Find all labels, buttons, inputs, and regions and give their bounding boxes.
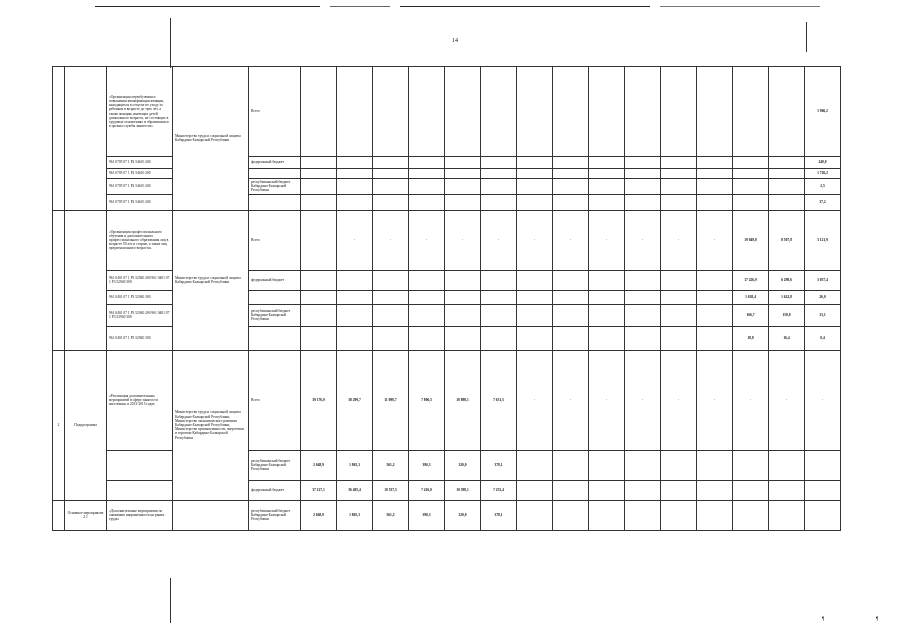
amount-cell: 26,0 (805, 290, 841, 304)
amount-cell (445, 179, 481, 195)
funding-source-cell (249, 169, 301, 179)
amount-cell (553, 480, 589, 500)
amount-cell (661, 157, 697, 169)
funding-source-cell: Всего (249, 350, 301, 450)
amount-cell (517, 169, 553, 179)
table-row (53, 210, 841, 270)
amount-cell: 10 598,1 (445, 480, 481, 500)
amount-cell (301, 326, 337, 350)
amount-cell (409, 157, 445, 169)
amount-cell (553, 450, 589, 480)
amount-cell: 10 537,5 (373, 480, 409, 500)
amount-cell (625, 450, 661, 480)
amount-cell: 2 048,9 (301, 450, 337, 480)
amount-cell (481, 179, 517, 195)
amount-cell (625, 290, 661, 304)
amount-cell (625, 480, 661, 500)
table-row (53, 157, 841, 169)
amount-cell: 10 898,1 (445, 350, 481, 450)
amount-cell (481, 194, 517, 210)
amount-cell (337, 179, 373, 195)
amount-cell (301, 179, 337, 195)
table-row (53, 179, 841, 195)
amount-cell (661, 169, 697, 179)
amount-cell (301, 290, 337, 304)
amount-cell (409, 270, 445, 290)
program-name-cell: «Реализация дополнительных мероприятий в сфере занятости населения» в 2013-2015 годах (107, 350, 173, 450)
amount-cell (301, 169, 337, 179)
amount-cell: 7 416,0 (409, 480, 445, 500)
amount-cell (589, 290, 625, 304)
amount-cell (301, 270, 337, 290)
amount-cell: 18,8 (733, 326, 769, 350)
amount-cell (445, 194, 481, 210)
amount-cell (697, 194, 733, 210)
amount-cell (553, 157, 589, 169)
funding-source-cell (249, 290, 301, 304)
amount-cell: - (373, 210, 409, 270)
amount-cell: 0,4 (805, 326, 841, 350)
funding-source-cell (249, 326, 301, 350)
amount-cell (625, 157, 661, 169)
program-financing-table (52, 66, 841, 531)
amount-cell (769, 194, 805, 210)
amount-cell (301, 304, 337, 326)
amount-cell (697, 304, 733, 326)
amount-cell (301, 157, 337, 169)
executor-cell (173, 500, 249, 530)
amount-cell (409, 290, 445, 304)
amount-cell: 2,5 (805, 179, 841, 195)
funding-source-cell: республиканский бюджет Кабардино-Балкарской Республики (249, 179, 301, 195)
amount-cell: 1 622,8 (769, 290, 805, 304)
amount-cell (517, 450, 553, 480)
amount-cell: 39 176,0 (301, 350, 337, 450)
amount-cell (337, 290, 373, 304)
amount-cell: - (769, 350, 805, 450)
amount-cell (409, 326, 445, 350)
amount-cell (517, 194, 553, 210)
amount-cell: 1 638,4 (733, 290, 769, 304)
amount-cell (625, 500, 661, 530)
top-rule-far (660, 6, 820, 7)
amount-cell (373, 290, 409, 304)
funding-source-cell: республиканский бюджет Кабардино-Балкарской Республики (249, 500, 301, 530)
amount-cell: - (661, 350, 697, 450)
amount-cell (301, 67, 337, 157)
amount-cell (625, 179, 661, 195)
amount-cell: 150,0 (769, 304, 805, 326)
amount-cell: 390,3 (409, 450, 445, 480)
amount-cell (805, 480, 841, 500)
amount-cell (661, 179, 697, 195)
amount-cell (553, 194, 589, 210)
amount-cell: 38 299,7 (337, 350, 373, 450)
amount-cell (589, 326, 625, 350)
program-type-cell: Основное мероприятие 2.1 (65, 500, 107, 530)
amount-cell: 561,2 (373, 450, 409, 480)
amount-cell (769, 450, 805, 480)
budget-code-cell: 961 0401 07 1 P3 52940 200 961 0401 07 1 P3 52940 300 (107, 304, 173, 326)
amount-cell: - (625, 210, 661, 270)
amount-cell (697, 169, 733, 179)
amount-cell (625, 270, 661, 290)
amount-cell: - (661, 210, 697, 270)
amount-cell (373, 169, 409, 179)
amount-cell (553, 304, 589, 326)
amount-cell (589, 500, 625, 530)
amount-cell (373, 194, 409, 210)
amount-cell (481, 67, 517, 157)
amount-cell: - (517, 210, 553, 270)
amount-cell (553, 290, 589, 304)
funding-source-cell: Всего (249, 67, 301, 157)
amount-cell (697, 450, 733, 480)
funding-source-cell: федеральный бюджет (249, 480, 301, 500)
table-row (53, 290, 841, 304)
amount-cell: 7 631,5 (481, 350, 517, 450)
amount-cell (337, 194, 373, 210)
amount-cell (553, 169, 589, 179)
amount-cell (373, 326, 409, 350)
amount-cell (481, 270, 517, 290)
executor-cell: Министерство труда и социальной защиты Кабардино-Балкарской Республики (173, 210, 249, 350)
amount-cell: 8 507,8 (769, 210, 805, 270)
amount-cell: 320,0 (445, 450, 481, 480)
budget-code-cell: 961 0705 07 1 P2 54610 200 (107, 179, 173, 195)
amount-cell (517, 500, 553, 530)
amount-cell (481, 169, 517, 179)
budget-code-cell (107, 480, 173, 500)
program-name-cell: «Организация профессионального обучения и дополнительного профессионального образования лиц в возрасте 50 лет и старше, а также лиц предпенсионного возраста» (107, 210, 173, 270)
amount-cell (553, 500, 589, 530)
amount-cell (697, 500, 733, 530)
executor-cell: Министерство труда и социальной защиты Кабардино-Балкарской Республики, Министерство экономического развития Кабардино-Балкарской Республики, Министерство промышленности, энергетики и торговли Кабардино-Балкарской Республики (173, 350, 249, 500)
amount-cell: 37 127,1 (301, 480, 337, 500)
top-rule-mid (330, 6, 390, 7)
amount-cell: 2 048,9 (301, 500, 337, 530)
program-name-cell: «Организация переобучения и повышения квалификации женщин, находящихся в отпуске по уходу за ребенком в возрасте до трех лет, а также женщин, имеющих детей дошкольного возраста, не состоящих в трудовых отношениях и обратившихся в органы службы занятости» (107, 67, 173, 157)
funding-source-cell: республиканский бюджет Кабардино-Балкарской Республики (249, 450, 301, 480)
amount-cell (337, 304, 373, 326)
top-rule-right (400, 6, 650, 7)
amount-cell (769, 169, 805, 179)
amount-cell (733, 179, 769, 195)
program-type-cell: Подпрограмма (65, 350, 107, 500)
amount-cell: 6 298,6 (769, 270, 805, 290)
amount-cell (769, 480, 805, 500)
amount-cell: 1 865,3 (337, 500, 373, 530)
amount-cell (481, 157, 517, 169)
amount-cell: - (481, 210, 517, 270)
amount-cell (661, 270, 697, 290)
amount-cell (661, 194, 697, 210)
amount-cell (589, 169, 625, 179)
amount-cell (445, 67, 481, 157)
amount-cell: 1 966,2 (805, 67, 841, 157)
program-type-cell (65, 67, 107, 211)
amount-cell: - (697, 350, 733, 450)
amount-cell (517, 157, 553, 169)
left-margin-line (170, 18, 171, 68)
amount-cell (625, 304, 661, 326)
program-type-cell (65, 210, 107, 350)
budget-code-cell: 961 0705 07 1 P2 54610 200 (107, 194, 173, 210)
amount-cell (661, 326, 697, 350)
corner-mark-right: ¶ (876, 617, 879, 622)
amount-cell (697, 179, 733, 195)
amount-cell (337, 326, 373, 350)
amount-cell (553, 179, 589, 195)
amount-cell: 11 098,7 (373, 350, 409, 450)
amount-cell (373, 179, 409, 195)
budget-code-cell: 961 0401 07 1 P3 52940 200 961 0401 07 1 P3 52940 300 (107, 270, 173, 290)
executor-cell: Министерство труда и социальной защиты Кабардино-Балкарской Республики (173, 67, 249, 211)
amount-cell (733, 500, 769, 530)
table-row (53, 450, 841, 480)
funding-source-cell: федеральный бюджет (249, 270, 301, 290)
amount-cell (769, 500, 805, 530)
amount-cell: 7 806,5 (409, 350, 445, 450)
amount-cell (733, 480, 769, 500)
amount-cell: 166,7 (733, 304, 769, 326)
amount-cell: 390,3 (409, 500, 445, 530)
table-row (53, 326, 841, 350)
amount-cell: - (589, 350, 625, 450)
amount-cell (733, 157, 769, 169)
amount-cell (733, 169, 769, 179)
amount-cell (805, 500, 841, 530)
amount-cell (625, 67, 661, 157)
program-name-cell: «Дополнительные мероприятия по снижению напряженности на рынке труда» (107, 500, 173, 530)
amount-cell (733, 67, 769, 157)
table-row (53, 169, 841, 179)
amount-cell (589, 179, 625, 195)
amount-cell (553, 326, 589, 350)
budget-code-cell: 961 0401 07 1 P3 52940 300 (107, 290, 173, 304)
amount-cell: 7 253,4 (481, 480, 517, 500)
amount-cell: - (805, 350, 841, 450)
row-number-cell (53, 500, 65, 530)
amount-cell (697, 270, 733, 290)
amount-cell (445, 157, 481, 169)
amount-cell (697, 290, 733, 304)
amount-cell (589, 304, 625, 326)
amount-cell (409, 304, 445, 326)
amount-cell (409, 179, 445, 195)
amount-cell: 36 405,4 (337, 480, 373, 500)
amount-cell (409, 169, 445, 179)
funding-source-cell (249, 194, 301, 210)
row-number-cell (53, 67, 65, 211)
amount-cell (661, 67, 697, 157)
amount-cell: - (409, 210, 445, 270)
table-row (53, 500, 841, 530)
table-row (53, 67, 841, 157)
table-row (53, 350, 841, 450)
amount-cell (589, 450, 625, 480)
amount-cell: 37,2 (805, 194, 841, 210)
amount-cell (697, 326, 733, 350)
table-row (53, 194, 841, 210)
amount-cell: 1 726,2 (805, 169, 841, 179)
amount-cell (697, 480, 733, 500)
amount-cell (337, 157, 373, 169)
amount-cell (517, 480, 553, 500)
amount-cell: - (697, 210, 733, 270)
amount-cell: 17 226,9 (733, 270, 769, 290)
amount-cell (373, 67, 409, 157)
amount-cell (445, 304, 481, 326)
amount-cell (697, 67, 733, 157)
amount-cell (445, 270, 481, 290)
amount-cell: - (553, 350, 589, 450)
amount-cell (625, 194, 661, 210)
amount-cell: 19 049,8 (733, 210, 769, 270)
page-number: 14 (452, 38, 458, 44)
amount-cell (445, 326, 481, 350)
row-number-cell (53, 210, 65, 350)
amount-cell: - (553, 210, 589, 270)
budget-code-cell (107, 450, 173, 480)
amount-cell: - (445, 210, 481, 270)
amount-cell: 561,2 (373, 500, 409, 530)
bottom-margin-line (170, 578, 171, 623)
amount-cell (589, 67, 625, 157)
amount-cell (517, 304, 553, 326)
amount-cell (805, 450, 841, 480)
table-row (53, 480, 841, 500)
corner-mark-left: ¶ (822, 617, 825, 622)
budget-code-cell: 961 0401 07 1 P3 52940 300 (107, 326, 173, 350)
amount-cell (769, 67, 805, 157)
amount-cell (445, 290, 481, 304)
amount-cell (769, 157, 805, 169)
amount-cell: - (589, 210, 625, 270)
top-rule-left (95, 6, 320, 7)
amount-cell (517, 179, 553, 195)
amount-cell (481, 326, 517, 350)
amount-cell (445, 169, 481, 179)
right-margin-mark (806, 22, 807, 52)
amount-cell (733, 194, 769, 210)
amount-cell (301, 194, 337, 210)
amount-cell (373, 157, 409, 169)
amount-cell: 3 121,9 (805, 210, 841, 270)
amount-cell (661, 500, 697, 530)
amount-cell (589, 270, 625, 290)
amount-cell: - (625, 350, 661, 450)
amount-cell (625, 326, 661, 350)
amount-cell (337, 169, 373, 179)
amount-cell (409, 67, 445, 157)
funding-source-cell: федеральный бюджет (249, 157, 301, 169)
amount-cell: 378,1 (481, 500, 517, 530)
table-row (53, 270, 841, 290)
amount-cell (337, 67, 373, 157)
amount-cell (589, 157, 625, 169)
amount-cell (301, 210, 337, 270)
row-number-cell: 2 (53, 350, 65, 500)
amount-cell: 3 057,4 (805, 270, 841, 290)
amount-cell: - (733, 350, 769, 450)
funding-source-cell: республиканский бюджет Кабардино-Балкарской Республики (249, 304, 301, 326)
amount-cell (517, 270, 553, 290)
amount-cell: - (517, 350, 553, 450)
budget-code-cell: 961 0705 07 1 P2 54610 200 (107, 157, 173, 169)
amount-cell (661, 450, 697, 480)
amount-cell (661, 304, 697, 326)
amount-cell: 1 865,3 (337, 450, 373, 480)
amount-cell: 320,0 (445, 500, 481, 530)
amount-cell (517, 67, 553, 157)
amount-cell (517, 326, 553, 350)
amount-cell (481, 290, 517, 304)
amount-cell (553, 270, 589, 290)
amount-cell (625, 169, 661, 179)
budget-code-cell: 961 0705 07 1 P2 54610 200 (107, 169, 173, 179)
amount-cell: 16,4 (769, 326, 805, 350)
table-row (53, 304, 841, 326)
amount-cell (517, 290, 553, 304)
amount-cell (697, 157, 733, 169)
amount-cell: - (337, 210, 373, 270)
amount-cell (661, 290, 697, 304)
amount-cell (373, 270, 409, 290)
amount-cell: 33,1 (805, 304, 841, 326)
amount-cell (589, 194, 625, 210)
amount-cell (589, 480, 625, 500)
amount-cell (553, 67, 589, 157)
amount-cell (337, 270, 373, 290)
amount-cell (661, 480, 697, 500)
funding-source-cell: Всего (249, 210, 301, 270)
amount-cell (769, 179, 805, 195)
amount-cell (409, 194, 445, 210)
amount-cell (733, 450, 769, 480)
amount-cell: 240,0 (805, 157, 841, 169)
amount-cell: 378,1 (481, 450, 517, 480)
amount-cell (481, 304, 517, 326)
amount-cell (373, 304, 409, 326)
